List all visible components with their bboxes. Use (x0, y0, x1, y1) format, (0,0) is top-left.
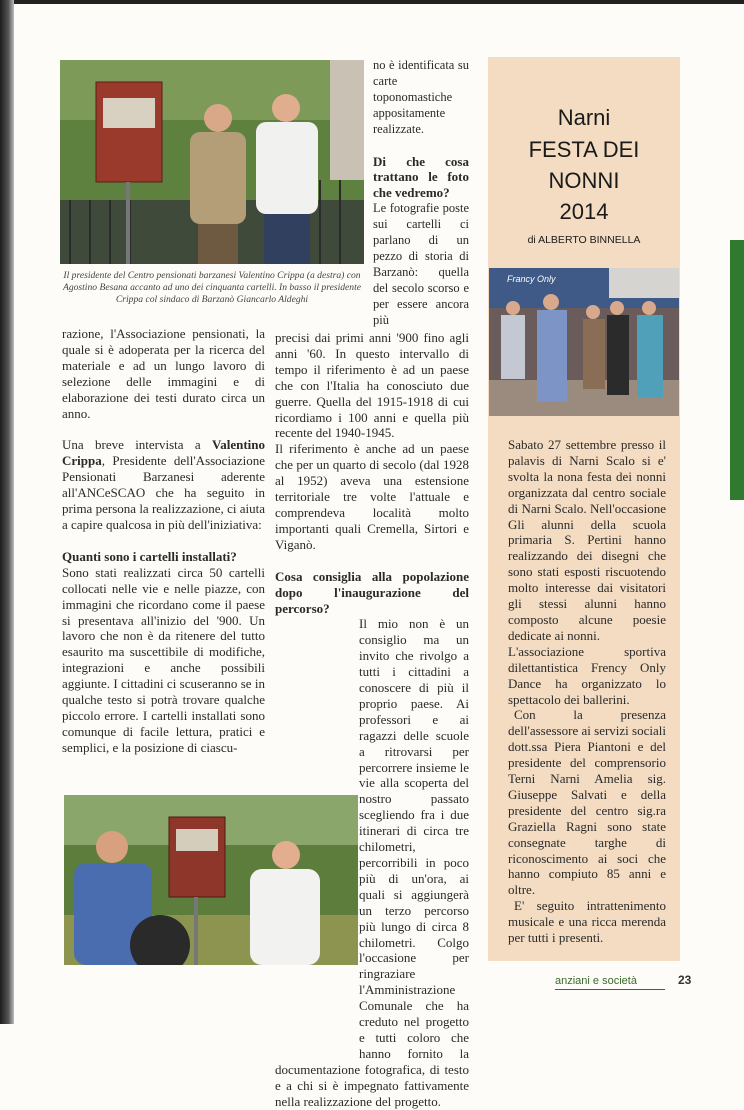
paragraph: razione, l'Associazione pensionati, la quale si è adoperata per la ricerca del materiale e ad un lungo lavoro di selezione delle immagini e di elaborazione dei testi durato circa un anno. (62, 326, 265, 421)
photo-top (60, 60, 364, 264)
column-mid-top (373, 58, 469, 329)
column-left (62, 326, 265, 756)
sidebar-title-line4: 2014 (559, 199, 609, 224)
sidebar-photo-image (489, 268, 679, 416)
sidebar-title-line3: NONNI (548, 168, 620, 193)
sidebar-title-line1: Narni (557, 105, 611, 130)
photo-bottom-image (64, 795, 358, 965)
intro-text-rest: , Presidente dell'Associazione Pensionati Barzanesi aderente all'ANCeSCAO che ha seguito in prima persona la realizzazione, ci aiuta a capire qualcosa in più dell'iniziativa: (62, 453, 265, 532)
photo-top-image (60, 60, 364, 264)
page-number: 23 (678, 973, 692, 987)
paragraph: Sabato 27 settembre presso il palavis di Narni Scalo si e' svolta la nona festa dei nonni organizzata dal centro sociale di Narni Scalo. Nell'occasione Gli alunni della scuola primaria S. Pertini hanno realizzando dei disegni che sono stati esposti riscuotendo molto interesse dai visitatori gli stessi alunni hanno composto alcune poesie dedicate ai nonni. (508, 437, 666, 643)
paragraph: Sono stati realizzati circa 50 cartelli collocati nelle vie e nelle piazze, con immagini che ricordano come il paese si presentava all'inizio del '900. Un lavoro che non è da ritenere del tutto esaurito ma suscettibile di modifiche, integrazioni e anche possibili aggiunte. I cittadini ci scuseranno se in qualche testo si potrà trovare qualche piccolo errore. I cartelli installati sono comunque di facile lettura, pratici e semplici, e la posizione di ciascu- (62, 564, 265, 755)
sidebar-byline: di ALBERTO BINNELLA (527, 234, 641, 246)
interview-question: Quanti sono i cartelli installati? (62, 548, 237, 564)
sidebar-photo-banner: Francy Only (507, 274, 556, 284)
photo-top-caption: Il presidente del Centro pensionati barzanesi Valentino Crippa (a destra) con Agostino Besana accanto ad uno dei cinquanta cartelli. In basso il presidente Crippa col sindaco di Barzanò Giancarlo Aldeghi (62, 270, 362, 305)
interview-question: Cosa consiglia alla popolazione dopo l'inaugurazione del percorso? (275, 568, 469, 616)
paragraph: precisi dai primi anni '900 fino agli anni '60. In questo intervallo di tempo il riferimento è ad un paese che con l'Italia ha conosciuto due guerre. Quella del 1915-1918 di cui ricordiamo i 100 anni e quella più recente del 1940-1945. (275, 330, 469, 441)
footer-section-label: anziani e società (555, 975, 665, 990)
sidebar-title-line2: FESTA DEI (528, 137, 640, 162)
paragraph: Il riferimento è anche ad un paese che per un quarto di secolo (dal 1928 al 1952) aveva una estensione territoriale tre volte l'attuale e comprendeva località molto importanti quali Cremella, Sirtori e Viganò. (275, 441, 469, 552)
paragraph: E' seguito intrattenimento musicale e una ricca merenda per tutti i presenti. (508, 898, 666, 946)
paragraph: Con la presenza dell'assessore ai servizi sociali dott.ssa Piera Piantoni e del presidente del comprensorio Terni Narni Amelia sig. Giuseppe Salvati e della presidente del centro sig.ra Graziella Ragni sono state consegnate targhe di riconoscimento ai soci che hanno compiuto 85 anni e oltre. (508, 707, 666, 898)
interview-question: Di che cosa trattano le foto che vedremo? (373, 153, 469, 201)
scan-edge-left (0, 0, 14, 1024)
paragraph: L'associazione sportiva dilettantistica Frency Only Dance ha organizzato lo spettacolo dei ballerini. (508, 643, 666, 707)
sidebar-photo (489, 268, 679, 416)
scan-edge-top (0, 0, 744, 4)
edge-green-mark (730, 240, 744, 500)
paragraph: Il mio non è un consiglio ma un invito che rivolgo a tutti i cittadini a conoscere di più il proprio paese. Ai professori e ai ragazzi delle scuole a ritrovarsi per percorrere insieme le vie alla scoperta del nostro passato scegliendo fra i due itinerari di circa tre chilometri, percorribili in poco più di un'ora, ai quali si aggiungerà un terzo percorso più lungo di circa 8 chilometri. Colgo l'occasione per ringraziare l'Amministrazione Comunale che ha creduto nel progetto e tutti coloro che hanno fornito la documentazione fotografica, di testo e a chi si è impegnato fattivamente nella realizzazione del progetto. (275, 616, 469, 1109)
sidebar-text (508, 437, 666, 946)
paragraph-interview-intro (62, 437, 265, 532)
paragraph: no è identificata su carte toponomastiche appositamente realizzate. (373, 58, 469, 136)
paragraph: Le fotografie poste sui cartelli ci parlano di un pezzo di storia di Barzanò: quella del secolo scorso e per essere ancora più (373, 201, 469, 327)
column-mid (275, 330, 469, 1110)
intro-text: Una breve intervista a (62, 437, 213, 453)
photo-bottom (64, 795, 358, 965)
interviewee-name: Valentino Crippa (62, 437, 265, 469)
